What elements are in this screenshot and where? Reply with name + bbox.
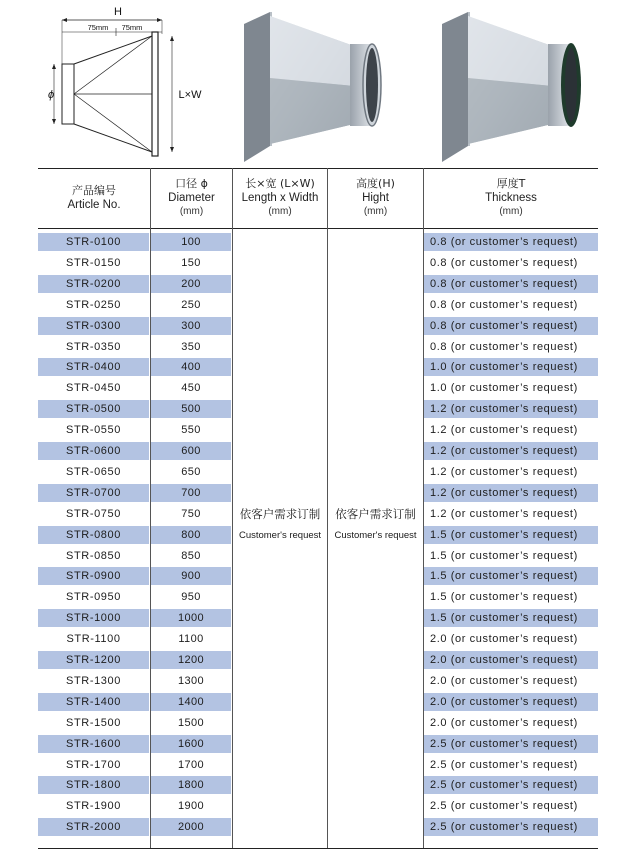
thickness-cell: 1.2 (or customer’s request) xyxy=(430,445,578,457)
header-height xyxy=(328,168,423,228)
table-row xyxy=(38,672,598,690)
product-photo-plain-collar xyxy=(222,6,397,164)
article-no-cell: STR-0250 xyxy=(66,298,121,311)
table-row xyxy=(38,526,598,544)
table-row xyxy=(38,275,598,293)
diameter-cell: 950 xyxy=(181,591,201,604)
diameter-cell: 400 xyxy=(181,361,201,374)
diameter-cell: 550 xyxy=(181,424,201,437)
diameter-cell: 800 xyxy=(181,528,201,541)
table-row xyxy=(38,317,598,335)
table-row xyxy=(38,338,598,356)
thickness-cell: 0.8 (or customer’s request) xyxy=(430,277,578,290)
thickness-cell: 2.0 (or customer’s request) xyxy=(430,716,578,729)
table-row xyxy=(38,588,598,606)
article-no-cell: STR-0900 xyxy=(66,570,121,583)
diameter-cell: 900 xyxy=(181,570,201,583)
diameter-cell: 450 xyxy=(181,382,201,395)
article-no-cell: STR-0450 xyxy=(66,382,121,395)
diameter-cell: 1700 xyxy=(177,758,205,771)
merged-h-en: Customer's request xyxy=(334,530,417,541)
thickness-cell: 1.5 (or customer’s request) xyxy=(430,549,578,562)
article-no-cell: STR-0100 xyxy=(66,236,121,248)
diameter-cell: 100 xyxy=(181,236,201,248)
article-no-cell: STR-2000 xyxy=(66,821,121,834)
thickness-cell: 1.5 (or customer’s request) xyxy=(430,591,578,604)
header-diameter-cn: 口径 ϕ xyxy=(175,177,208,190)
diameter-cell: 300 xyxy=(181,319,201,332)
article-no-cell: STR-1100 xyxy=(66,633,121,646)
article-no-cell: STR-1900 xyxy=(66,800,121,813)
table-row xyxy=(38,358,598,376)
product-photo-gasket-collar xyxy=(420,6,595,164)
thickness-cell: 2.5 (or customer’s request) xyxy=(430,821,578,834)
thickness-cell: 0.8 (or customer’s request) xyxy=(430,256,578,269)
diameter-cell: 150 xyxy=(181,256,201,269)
diagram-h-label: H xyxy=(114,6,122,18)
table-row xyxy=(38,714,598,732)
table-row xyxy=(38,567,598,585)
header-height-unit: (mm) xyxy=(363,206,388,217)
diagram-lw-label: L×W xyxy=(178,89,202,101)
diameter-cell: 600 xyxy=(181,445,201,457)
table-row xyxy=(38,693,598,711)
diameter-cell: 1600 xyxy=(177,737,205,750)
header-diameter-unit: (mm) xyxy=(179,206,204,217)
thickness-cell: 2.5 (or customer’s request) xyxy=(430,758,578,771)
article-no-cell: STR-1300 xyxy=(66,674,121,687)
thickness-cell: 2.5 (or customer’s request) xyxy=(430,779,578,792)
header-article xyxy=(38,168,150,228)
diameter-cell: 1500 xyxy=(177,716,205,729)
article-no-cell: STR-0400 xyxy=(66,361,121,374)
article-no-cell: STR-0800 xyxy=(66,528,121,541)
header-article-cn: 产品编号 xyxy=(72,184,116,197)
article-no-cell: STR-1200 xyxy=(66,654,121,666)
table-row xyxy=(38,484,598,502)
article-no-cell: STR-0300 xyxy=(66,319,121,332)
diameter-cell: 1800 xyxy=(177,779,205,792)
article-no-cell: STR-0350 xyxy=(66,340,121,353)
header-height-cn: 高度(H) xyxy=(356,177,395,190)
figure-row xyxy=(0,0,630,166)
header-diameter-en: Diameter xyxy=(168,192,215,204)
diameter-cell: 1300 xyxy=(177,674,205,687)
thickness-cell: 1.5 (or customer’s request) xyxy=(430,528,578,541)
table-row xyxy=(38,421,598,439)
table-row xyxy=(38,756,598,774)
article-no-cell: STR-0750 xyxy=(66,507,121,520)
article-no-cell: STR-0500 xyxy=(66,403,121,416)
header-lw-cn: 长×宽 (L×W) xyxy=(245,177,315,190)
table-row xyxy=(38,233,598,251)
thickness-cell: 1.0 (or customer’s request) xyxy=(430,382,578,395)
table-row xyxy=(38,463,598,481)
thickness-cell: 1.2 (or customer’s request) xyxy=(430,465,578,478)
diameter-cell: 200 xyxy=(181,277,201,290)
article-no-cell: STR-1000 xyxy=(66,612,121,625)
thickness-cell: 2.0 (or customer’s request) xyxy=(430,695,578,708)
article-no-cell: STR-0650 xyxy=(66,465,121,478)
article-no-cell: STR-0200 xyxy=(66,277,121,290)
table-bottom-rule xyxy=(38,848,598,849)
dimension-diagram xyxy=(40,4,210,164)
table-row xyxy=(38,609,598,627)
thickness-cell: 0.8 (or customer’s request) xyxy=(430,340,578,353)
header-length-width xyxy=(233,168,327,228)
table-row xyxy=(38,818,598,836)
article-no-cell: STR-0550 xyxy=(66,424,121,437)
article-no-cell: STR-0700 xyxy=(66,486,121,499)
header-thickness xyxy=(424,168,598,228)
table-row xyxy=(38,651,598,669)
diameter-cell: 1400 xyxy=(177,695,205,708)
article-no-cell: STR-0950 xyxy=(66,591,121,604)
thickness-cell: 2.0 (or customer’s request) xyxy=(430,674,578,687)
header-lw-en: Length x Width xyxy=(241,192,319,204)
diameter-cell: 1000 xyxy=(177,612,205,625)
thickness-cell: 1.5 (or customer’s request) xyxy=(430,570,578,583)
thickness-cell: 0.8 (or customer’s request) xyxy=(430,298,578,311)
merged-lw-cn: 依客户需求订制 xyxy=(239,507,321,521)
header-thickness-cn: 厚度T xyxy=(496,177,526,190)
diameter-cell: 250 xyxy=(181,298,201,311)
thickness-cell: 1.2 (or customer’s request) xyxy=(430,507,578,520)
diagram-dim-left: 75mm xyxy=(87,23,109,32)
table-row xyxy=(38,379,598,397)
thickness-cell: 1.2 (or customer’s request) xyxy=(430,424,578,437)
article-no-cell: STR-0850 xyxy=(66,549,121,562)
thickness-cell: 1.5 (or customer’s request) xyxy=(430,612,578,625)
article-no-cell: STR-1700 xyxy=(66,758,121,771)
article-no-cell: STR-1500 xyxy=(66,716,121,729)
thickness-cell: 2.5 (or customer’s request) xyxy=(430,800,578,813)
diameter-cell: 750 xyxy=(181,507,201,520)
thickness-cell: 1.2 (or customer’s request) xyxy=(430,486,578,499)
diameter-cell: 1100 xyxy=(178,633,204,646)
thickness-cell: 0.8 (or customer’s request) xyxy=(430,319,578,332)
article-no-cell: STR-0150 xyxy=(66,256,121,269)
header-thickness-en: Thickness xyxy=(485,192,537,204)
table-row xyxy=(38,254,598,272)
diameter-cell: 700 xyxy=(181,486,201,499)
diameter-cell: 1900 xyxy=(177,800,205,813)
thickness-cell: 1.2 (or customer’s request) xyxy=(430,403,578,416)
header-lw-unit: (mm) xyxy=(268,206,292,217)
merged-lw-en: Customer's request xyxy=(238,530,322,541)
diameter-cell: 850 xyxy=(181,549,201,562)
article-no-cell: STR-0600 xyxy=(66,445,121,457)
thickness-cell: 0.8 (or customer’s request) xyxy=(430,236,578,248)
article-no-cell: STR-1600 xyxy=(66,737,121,750)
table-row xyxy=(38,797,598,815)
diagram-phi-label: ϕ xyxy=(47,89,55,101)
table-row xyxy=(38,776,598,794)
table-row xyxy=(38,400,598,418)
article-no-cell: STR-1400 xyxy=(66,695,121,708)
diagram-dim-right: 75mm xyxy=(121,23,143,32)
table-header-rule xyxy=(38,228,598,229)
header-height-en: Hight xyxy=(362,192,389,204)
diameter-cell: 650 xyxy=(181,465,201,478)
diameter-cell: 1200 xyxy=(177,654,205,666)
diameter-cell: 350 xyxy=(181,340,201,353)
table-row xyxy=(38,630,598,648)
table-row xyxy=(38,442,598,460)
table-row xyxy=(38,296,598,314)
header-thickness-unit: (mm) xyxy=(499,206,523,217)
thickness-cell: 1.0 (or customer’s request) xyxy=(430,361,578,374)
diameter-cell: 500 xyxy=(181,403,201,416)
table-row xyxy=(38,547,598,565)
table-row xyxy=(38,735,598,753)
header-diameter xyxy=(151,168,232,228)
thickness-cell: 2.0 (or customer’s request) xyxy=(430,654,578,666)
merged-h-cn: 依客户需求订制 xyxy=(335,507,416,521)
table-row xyxy=(38,505,598,523)
thickness-cell: 2.5 (or customer’s request) xyxy=(430,737,578,750)
diameter-cell: 2000 xyxy=(177,821,205,834)
header-article-en: Article No. xyxy=(67,199,121,211)
thickness-cell: 2.0 (or customer’s request) xyxy=(430,633,578,646)
article-no-cell: STR-1800 xyxy=(66,779,121,792)
